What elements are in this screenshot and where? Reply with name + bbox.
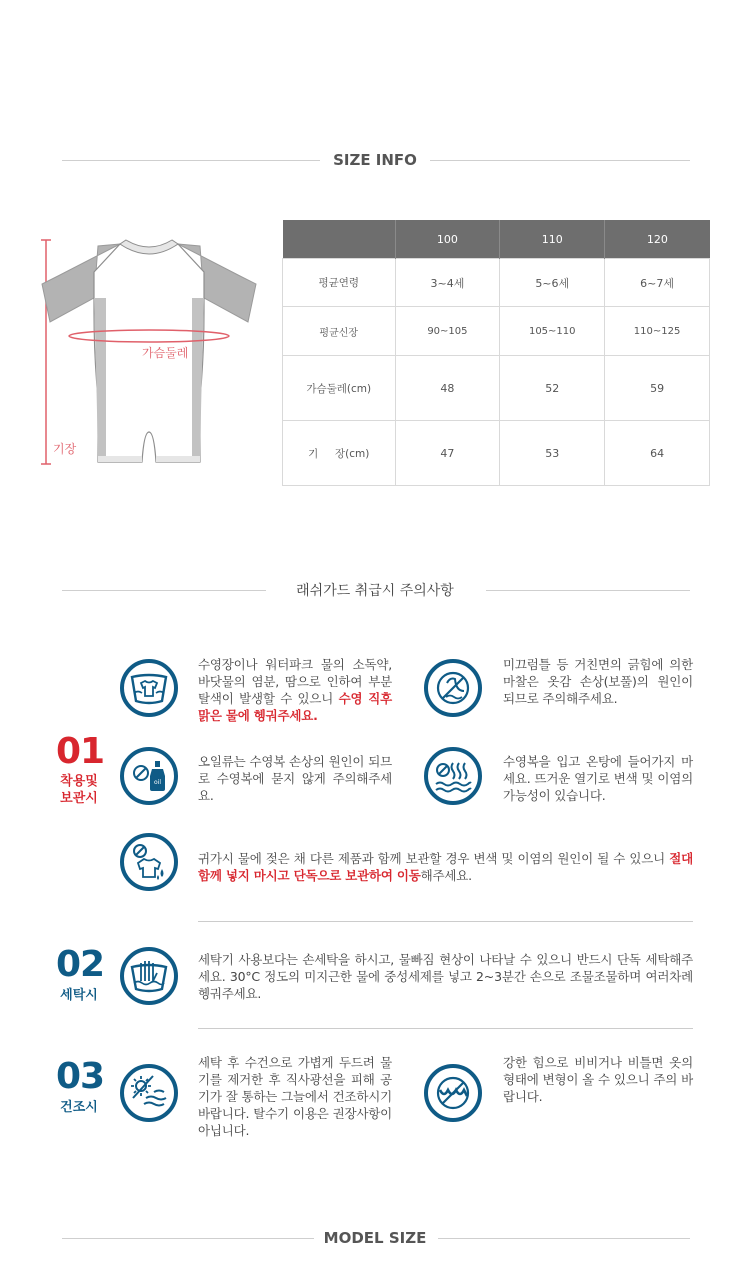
section-01-label: [52, 773, 106, 807]
section-divider: [198, 1028, 693, 1029]
table-row: [283, 307, 710, 356]
section-03-label: 건조시: [60, 1100, 98, 1115]
size-info-rule-right: [430, 160, 690, 161]
table-cell: 59: [605, 356, 710, 421]
model-size-rule-right: [438, 1238, 690, 1239]
shade-dry-text: 세탁 후 수건으로 가볍게 두드려 물기를 제거한 후 직사광선을 피해 공기가 잘 통하는 그늘에서 건조하시기 바랍니다. 탈수기 이용은 권장사항이 아닙니다.: [198, 1055, 392, 1138]
chlorine-text: 수영장이나 워터파크 물의 소독약, 바닷물의 염분, 땀으로 인하여 부분 탈색이 발생할 수 있으니: [198, 657, 392, 706]
table-cell: 53: [500, 421, 605, 486]
hot-bath-warning-text: 수영복을 입고 온탕에 들어가지 마세요. 뜨거운 열기로 변색 및 이염의 가능성이 있습니다.: [503, 754, 693, 803]
section-02-label: 세탁시: [60, 988, 98, 1003]
section-01-label-text: 착용및 보관시: [60, 774, 98, 806]
no-slide-icon: [424, 659, 482, 717]
no-oil-icon: [120, 747, 178, 805]
section-02-number: 02: [56, 944, 105, 985]
size-col-header: [283, 220, 396, 259]
table-row: [283, 356, 710, 421]
row-label: 가슴둘레(cm): [283, 356, 396, 421]
no-wring-icon: [424, 1064, 482, 1122]
hand-wash-text: 세탁기 사용보다는 손세탁을 하시고, 물빠짐 현상이 나타날 수 있으니 반드시 단독 세탁해주세요. 30°C 정도의 미지근한 물에 중성세제를 넣고 2~3분간 손으로 조물조물하며 여러차례 헹궈주세요.: [198, 952, 693, 1001]
table-cell: 64: [605, 421, 710, 486]
oil-label: oil: [153, 779, 162, 786]
table-cell: 3~4세: [395, 259, 500, 307]
wet-storage-warning-text: [198, 850, 693, 884]
chest-label: 가슴둘레: [142, 346, 189, 360]
model-size-heading: MODEL SIZE: [323, 1229, 427, 1247]
table-row: [283, 259, 710, 307]
no-wring-text: 강한 힘으로 비비거나 비틀면 옷의 형태에 변형이 올 수 있으니 주의 바랍니다.: [503, 1055, 693, 1104]
rough-surface-warning-text: 미끄럼틀 등 거친면의 긁힘에 의한 마찰은 옷감 손상(보풀)의 원인이 되므로 주의해주세요.: [503, 657, 693, 706]
chlorine-warning-text: [198, 656, 392, 724]
chlorine-emphasis: 수영 직후 맑은 물에 헹궈주세요.: [198, 691, 392, 723]
care-heading: 래쉬가드 취급시 주의사항: [296, 583, 454, 599]
size-col-header: 120: [605, 220, 710, 259]
size-table-header: [283, 220, 710, 259]
size-info-heading: SIZE INFO: [333, 151, 417, 169]
table-cell: 105~110: [500, 307, 605, 356]
table-cell: 110~125: [605, 307, 710, 356]
row-label: 평균신장: [283, 307, 396, 356]
table-cell: 47: [395, 421, 500, 486]
table-cell: 52: [500, 356, 605, 421]
table-cell: 90~105: [395, 307, 500, 356]
section-divider: [198, 921, 693, 922]
length-label: 기장: [53, 442, 77, 456]
row-label: 평균연령: [283, 259, 396, 307]
wash-basin-shirt-icon: [120, 659, 178, 717]
table-cell: 5~6세: [500, 259, 605, 307]
section-01-number: 01: [56, 731, 105, 772]
wet-storage-emphasis: 절대 함께 넣지 마시고 단독으로 보관하여 이동: [198, 851, 693, 883]
size-col-header: 110: [500, 220, 605, 259]
table-cell: 48: [395, 356, 500, 421]
care-rule-right: [486, 590, 690, 591]
table-row: [283, 421, 710, 486]
size-table: [282, 220, 710, 486]
oil-warning-text: 오일류는 수영복 손상의 원인이 되므로 수영복에 묻지 않게 주의해주세요.: [198, 754, 392, 803]
no-sun-dry-icon: [120, 1064, 178, 1122]
section-03-number: 03: [56, 1056, 105, 1097]
no-wet-storage-icon: [120, 833, 178, 891]
size-col-header: 100: [395, 220, 500, 259]
wet-storage-text-end: 해주세요.: [420, 868, 472, 883]
hand-wash-icon: [120, 947, 178, 1005]
no-hot-water-icon: [424, 747, 482, 805]
table-cell: 6~7세: [605, 259, 710, 307]
wet-storage-text: 귀가시 물에 젖은 채 다른 제품과 함께 보관할 경우 변색 및 이염의 원인이 될 수 있으니: [198, 851, 670, 866]
row-label: 기 장(cm): [283, 421, 396, 486]
